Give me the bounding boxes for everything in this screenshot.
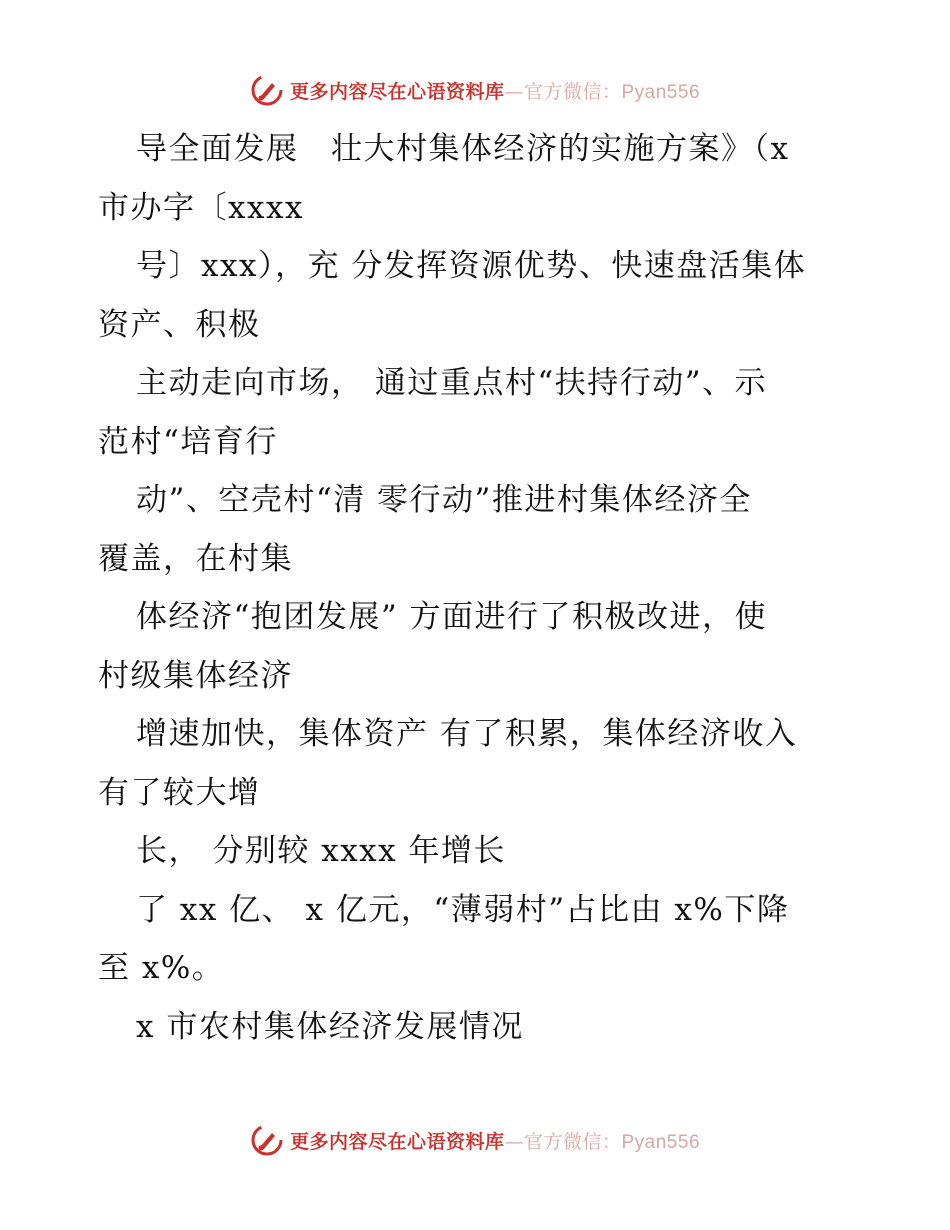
text-line: 长， 分别较 xxxx 年增长 bbox=[136, 833, 506, 869]
text-line: 资产、积极 bbox=[98, 306, 261, 343]
text-line: 至 x%。 bbox=[98, 950, 225, 986]
text-line: 范村“培育行 bbox=[98, 423, 278, 460]
watermark-wechat-id: Pyan556 bbox=[621, 1131, 701, 1153]
pen-nib-logo-icon bbox=[250, 73, 284, 107]
text-line: 体经济“抱团发展” 方面进行了积极改进，使 bbox=[136, 599, 768, 635]
watermark-suffix: 官方微信： bbox=[523, 80, 622, 103]
text-line: 覆盖，在村集 bbox=[98, 540, 293, 577]
text-line: 增速加快，集体资产 有了积累，集体经济收入 bbox=[136, 716, 798, 752]
text-line: 市办字〔xxxx bbox=[98, 189, 304, 226]
text-line: 了 xx 亿、 x 亿元，“薄弱村”占比由 x%下降 bbox=[136, 891, 790, 928]
watermark-text bbox=[290, 77, 700, 104]
watermark-brand: 更多内容尽在心语资料库 bbox=[289, 1130, 505, 1153]
text-line: 动”、空壳村“清 零行动”推进村集体经济全 bbox=[136, 482, 752, 518]
text-line: 主动走向市场， 通过重点村“扶持行动”、示 bbox=[136, 365, 768, 401]
footer-watermark bbox=[0, 1120, 950, 1160]
document-body bbox=[98, 120, 858, 1056]
watermark-suffix: 官方微信： bbox=[523, 1130, 622, 1153]
text-line: 有了较大增 bbox=[98, 774, 261, 811]
watermark-dash: — bbox=[504, 80, 524, 103]
text-line: 导全面发展 壮大村集体经济的实施方案》（x bbox=[136, 131, 790, 167]
watermark-text bbox=[290, 1127, 700, 1154]
text-line: 号〕xxx），充 分发挥资源优势、快速盘活集体 bbox=[136, 248, 807, 284]
pen-nib-logo-icon bbox=[250, 1123, 284, 1157]
watermark-brand: 更多内容尽在心语资料库 bbox=[289, 80, 505, 103]
text-line: 村级集体经济 bbox=[98, 657, 293, 694]
text-line: x 市农村集体经济发展情况 bbox=[136, 1008, 524, 1045]
watermark-dash: — bbox=[504, 1130, 524, 1153]
watermark-wechat-id: Pyan556 bbox=[621, 81, 701, 103]
header-watermark bbox=[0, 70, 950, 110]
